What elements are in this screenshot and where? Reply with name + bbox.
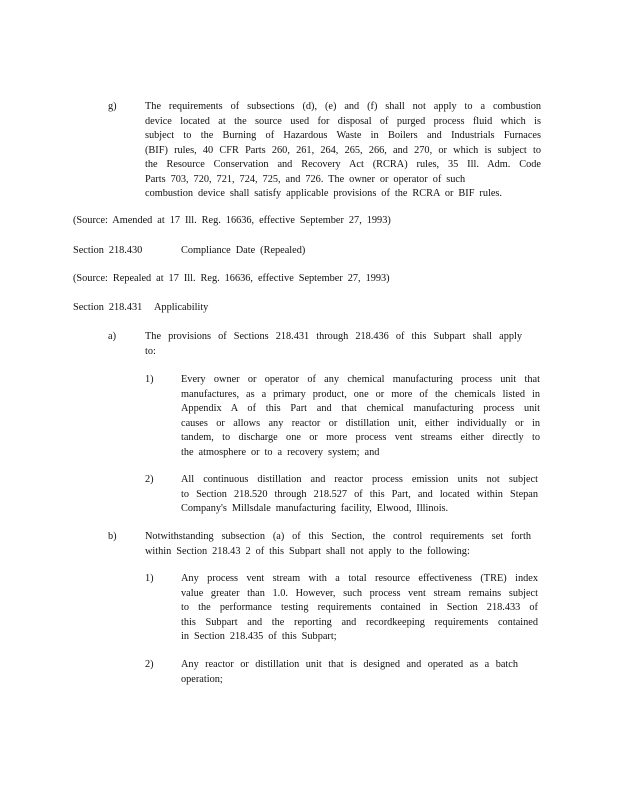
text-line: subject to the Burning of Hazardous Waste in Boilers and Industrials Furnaces (145, 130, 541, 141)
item-label-a: a) (108, 331, 116, 342)
text-line: in Section 218.435 of this Subpart; (181, 631, 337, 642)
item-label-b1: 1) (145, 573, 154, 584)
section-title-218-431: Applicability (154, 302, 209, 313)
item-label-b: b) (108, 531, 117, 542)
paragraph-b (145, 530, 531, 559)
text-line: combustion device shall satisfy applicable provisions of the RCRA or BIF rules. (145, 188, 503, 199)
item-label-b2: 2) (145, 659, 154, 670)
paragraph-a2 (181, 473, 538, 517)
text-line: this Subpart and the reporting and recordkeeping requirements contained (181, 616, 538, 628)
text-line: (BIF) rules, 40 CFR Parts 260, 261, 264, 265, 266, and 270, or which is subject to (145, 144, 541, 156)
text-line: The provisions of Sections 218.431 through 218.436 of this Subpart shall apply (145, 331, 522, 342)
paragraph-a1 (181, 373, 540, 460)
text-line: manufactures, as a primary product, one or more of the chemicals listed in (181, 388, 540, 400)
text-line: the Resource Conservation and Recovery Act (RCRA) rules, 35 Ill. Adm. Code (145, 159, 541, 170)
text-line: value greater than 1.0. However, such process vent stream remains subject (181, 587, 538, 599)
text-line: to the performance testing requirements contained in Section 218.433 of (181, 602, 538, 613)
text-line: to: (145, 345, 156, 357)
section-number-218-430: Section 218.430 (73, 245, 143, 256)
text-line: Any process vent stream with a total resource effectiveness (TRE) index (181, 573, 538, 584)
text-line: device located at the source used for disposal of purged process fluid which is (145, 115, 541, 127)
paragraph-b2 (181, 658, 518, 687)
paragraph-a (145, 330, 522, 359)
text-line: operation; (181, 673, 223, 685)
item-label-g: g) (108, 101, 117, 112)
item-label-a2: 2) (145, 474, 154, 485)
text-line: Notwithstanding subsection (a) of this Section, the control requirements set forth (145, 531, 531, 542)
text-line: to Section 218.520 through 218.527 of this Part, and located within Stepan (181, 488, 538, 500)
text-line: Appendix A of this Part and that chemical manufacturing process unit (181, 403, 540, 414)
text-line: All continuous distillation and reactor process emission units not subject (181, 474, 538, 485)
text-line: causes or allows any reactor or distillation unit, either individually or in (181, 417, 540, 429)
text-line: tandem, to discharge one or more process vent streams either directly to (181, 432, 540, 443)
section-title-218-430: Compliance Date (Repealed) (181, 245, 306, 256)
text-line: the atmosphere or to a recovery system; and (181, 446, 380, 458)
paragraph-g (145, 100, 541, 202)
paragraph-b1 (181, 572, 538, 645)
text-line: Company's Millsdale manufacturing facility, Elwood, Illinois. (181, 503, 449, 514)
text-line: within Section 218.43 2 of this Subpart shall not apply to the following: (145, 545, 470, 557)
text-line: Any reactor or distillation unit that is designed and operated as a batch (181, 659, 518, 670)
source-note-repealed: (Source: Repealed at 17 Ill. Reg. 16636, effective September 27, 1993) (73, 273, 390, 284)
text-line: The requirements of subsections (d), (e) and (f) shall not apply to a combustion (145, 101, 541, 112)
section-number-218-431: Section 218.431 (73, 302, 143, 313)
source-note-amended: (Source: Amended at 17 Ill. Reg. 16636, effective September 27, 1993) (73, 215, 391, 226)
item-label-a1: 1) (145, 374, 154, 385)
text-line: Parts 703, 720, 721, 724, 725, and 726. The owner or operator of such (145, 173, 466, 185)
text-line: Every owner or operator of any chemical manufacturing process unit that (181, 374, 540, 385)
